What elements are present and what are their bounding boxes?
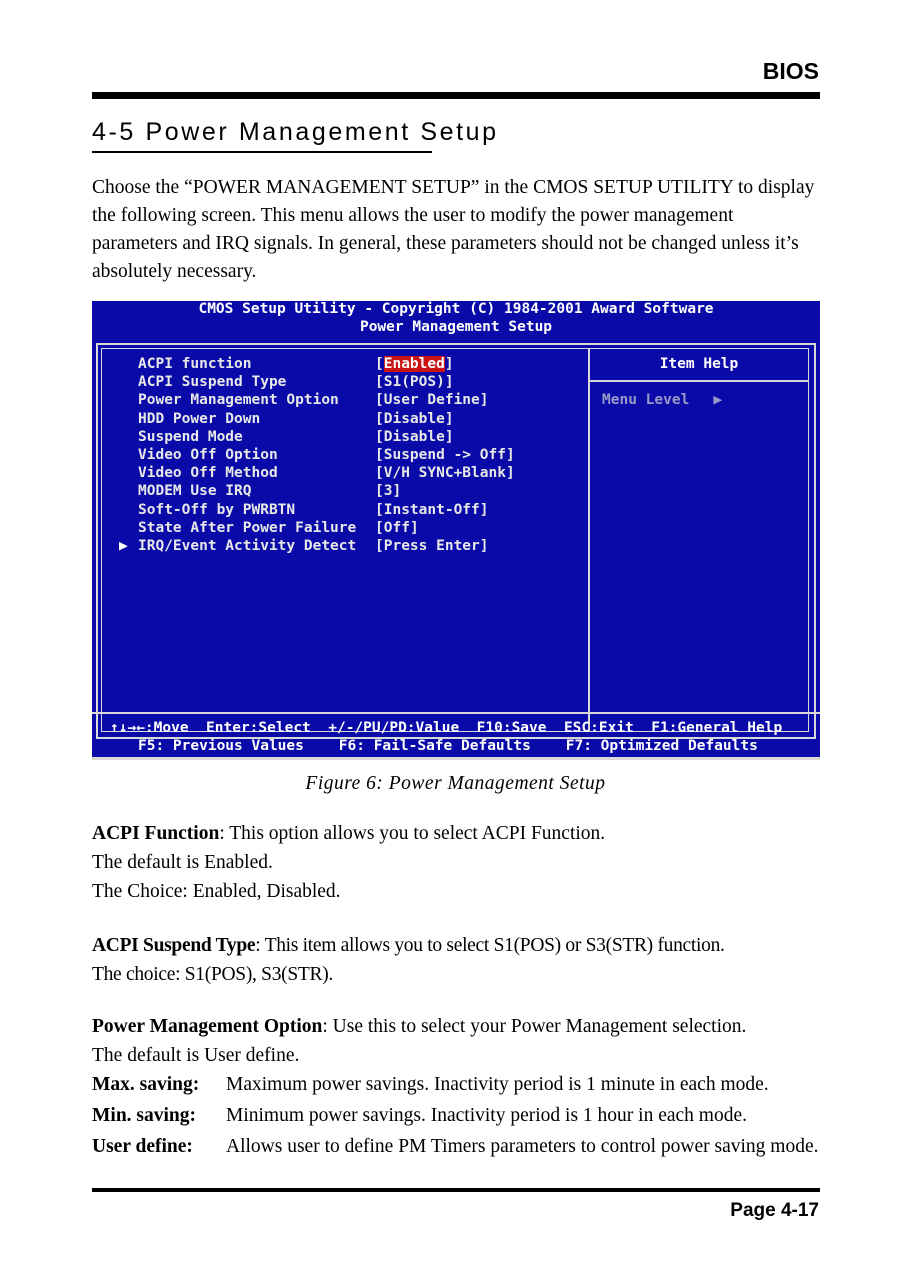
bios-item-value[interactable] <box>375 447 515 463</box>
acpi-suspend-paragraph <box>92 931 822 989</box>
value-bracket-open: [ <box>375 447 384 463</box>
bios-item-value[interactable] <box>375 429 454 445</box>
pm-option-text: : Use this to select your Power Management selection. <box>322 1016 747 1037</box>
value-bracket-close: ] <box>505 447 515 463</box>
figure-caption: Figure 6: Power Management Setup <box>305 773 606 794</box>
bios-item-value[interactable] <box>375 356 454 372</box>
bios-item-value[interactable] <box>375 465 515 481</box>
bios-item-value[interactable] <box>375 538 489 554</box>
bios-bottom-border <box>92 757 820 760</box>
pm-option-paragraph <box>92 1012 822 1070</box>
menu-level-label: Menu Level <box>602 392 690 408</box>
definition-desc: Allows user to define PM Timers parameters to control power saving mode. <box>226 1136 819 1157</box>
value-bracket-open: [ <box>375 501 384 518</box>
submenu-arrow-icon: ▶ <box>119 538 128 554</box>
bios-item-label: Suspend Mode <box>138 428 243 445</box>
header-section-label: BIOS <box>762 58 819 84</box>
bios-screenshot <box>92 301 820 760</box>
bios-item-label: Video Off Method <box>138 465 278 482</box>
value-bracket-open: [ <box>375 519 384 536</box>
bios-title-screen: Power Management Setup <box>359 319 553 335</box>
bios-item-label: Power Management Option <box>138 392 339 409</box>
acpi-function-paragraph <box>92 819 822 906</box>
bios-item-label: ACPI Suspend Type <box>138 374 287 391</box>
bios-item-label: ACPI function <box>138 356 252 372</box>
bios-item-label: HDD Power Down <box>138 410 261 427</box>
value-bracket-close: ] <box>479 538 489 554</box>
bios-item-label: MODEM Use IRQ <box>138 483 252 500</box>
item-help-title: Item Help <box>659 356 739 372</box>
value-bracket-close: ] <box>444 356 454 372</box>
value-text: Press Enter <box>383 538 480 554</box>
value-bracket-open: [ <box>375 538 384 554</box>
value-bracket-close: ] <box>479 392 489 409</box>
value-text: Enabled <box>383 356 445 372</box>
bios-item-value[interactable] <box>375 483 401 499</box>
bios-title-copyright: CMOS Setup Utility - Copyright (C) 1984-2001 Award Software <box>198 301 714 317</box>
menu-level <box>602 392 722 408</box>
value-text: S1(POS) <box>383 374 445 391</box>
value-bracket-open: [ <box>375 465 384 482</box>
acpi-suspend-text: : This item allows you to select S1(POS) or S3(STR) function. <box>255 935 725 956</box>
value-bracket-close: ] <box>444 410 454 427</box>
value-bracket-close: ] <box>444 428 454 445</box>
acpi-function-default: The default is Enabled. <box>92 852 273 873</box>
acpi-function-choice: The Choice: Enabled, Disabled. <box>92 881 341 902</box>
value-bracket-open: [ <box>375 392 384 409</box>
bios-footer-divider <box>92 712 820 714</box>
bios-item-value[interactable] <box>375 374 454 390</box>
bios-item-value[interactable] <box>375 502 489 518</box>
value-text: Disable <box>383 428 445 445</box>
bios-panel-divider <box>588 348 590 731</box>
acpi-function-term: ACPI Function <box>92 823 220 844</box>
value-text: Off <box>383 519 410 536</box>
title-underline <box>92 151 432 153</box>
acpi-function-text: : This option allows you to select ACPI Function. <box>219 823 606 844</box>
definition-term: Max. saving: <box>92 1074 200 1095</box>
value-text: Instant-Off <box>383 501 480 518</box>
value-text: User Define <box>383 392 480 409</box>
value-bracket-close: ] <box>409 519 419 536</box>
value-text: Suspend -> Off <box>383 447 506 463</box>
acpi-suspend-term: ACPI Suspend Type <box>92 935 256 956</box>
value-bracket-open: [ <box>375 410 384 427</box>
header-rule <box>92 92 820 99</box>
bios-item-value[interactable] <box>375 520 419 536</box>
pm-option-term: Power Management Option <box>92 1016 323 1037</box>
value-bracket-open: [ <box>375 483 384 500</box>
value-bracket-open: [ <box>375 374 384 391</box>
menu-level-arrow-icon: ▶ <box>713 392 723 408</box>
value-text: Disable <box>383 410 445 427</box>
bios-item-label: IRQ/Event Activity Detect <box>138 538 357 554</box>
value-text: 3 <box>383 483 393 500</box>
definition-desc: Maximum power savings. Inactivity period is 1 minute in each mode. <box>226 1074 769 1095</box>
acpi-suspend-choice: The choice: S1(POS), S3(STR). <box>92 964 333 985</box>
bios-keys-line1: ↑↓→←:Move Enter:Select +/-/PU/PD:Value F10:Save ESC:Exit F1:General Help <box>110 720 783 736</box>
value-bracket-open: [ <box>375 428 384 445</box>
value-bracket-close: ] <box>444 374 454 391</box>
bios-item-label: Video Off Option <box>138 447 278 463</box>
bios-item-value[interactable] <box>375 411 454 427</box>
definition-desc: Minimum power savings. Inactivity period is 1 hour in each mode. <box>226 1105 747 1126</box>
bios-item-label: Soft-Off by PWRBTN <box>138 501 296 518</box>
value-bracket-close: ] <box>505 465 515 482</box>
bios-item-label: State After Power Failure <box>138 519 357 536</box>
value-bracket-open: [ <box>375 356 384 372</box>
value-bracket-close: ] <box>392 483 402 500</box>
definition-term: Min. saving: <box>92 1105 197 1126</box>
value-bracket-close: ] <box>479 501 489 518</box>
item-help-separator <box>590 380 808 382</box>
footer-rule <box>92 1188 820 1192</box>
page-number: Page 4-17 <box>730 1200 819 1221</box>
value-text: V/H SYNC+Blank <box>383 465 506 482</box>
bios-item-value[interactable] <box>375 392 489 408</box>
bios-keys-line2: F5: Previous Values F6: Fail-Safe Defaults F7: Optimized Defaults <box>138 738 758 754</box>
pm-option-default: The default is User define. <box>92 1045 300 1066</box>
definition-term: User define: <box>92 1136 193 1157</box>
section-title: 4-5 Power Management Setup <box>92 118 499 146</box>
intro-paragraph: Choose the “POWER MANAGEMENT SETUP” in the CMOS SETUP UTILITY to display the following screen. This menu allows the user to modify the power management parameters and IRQ signals. In general, these parameters should not be changed unless it’s absolutely necessary. <box>92 177 815 282</box>
